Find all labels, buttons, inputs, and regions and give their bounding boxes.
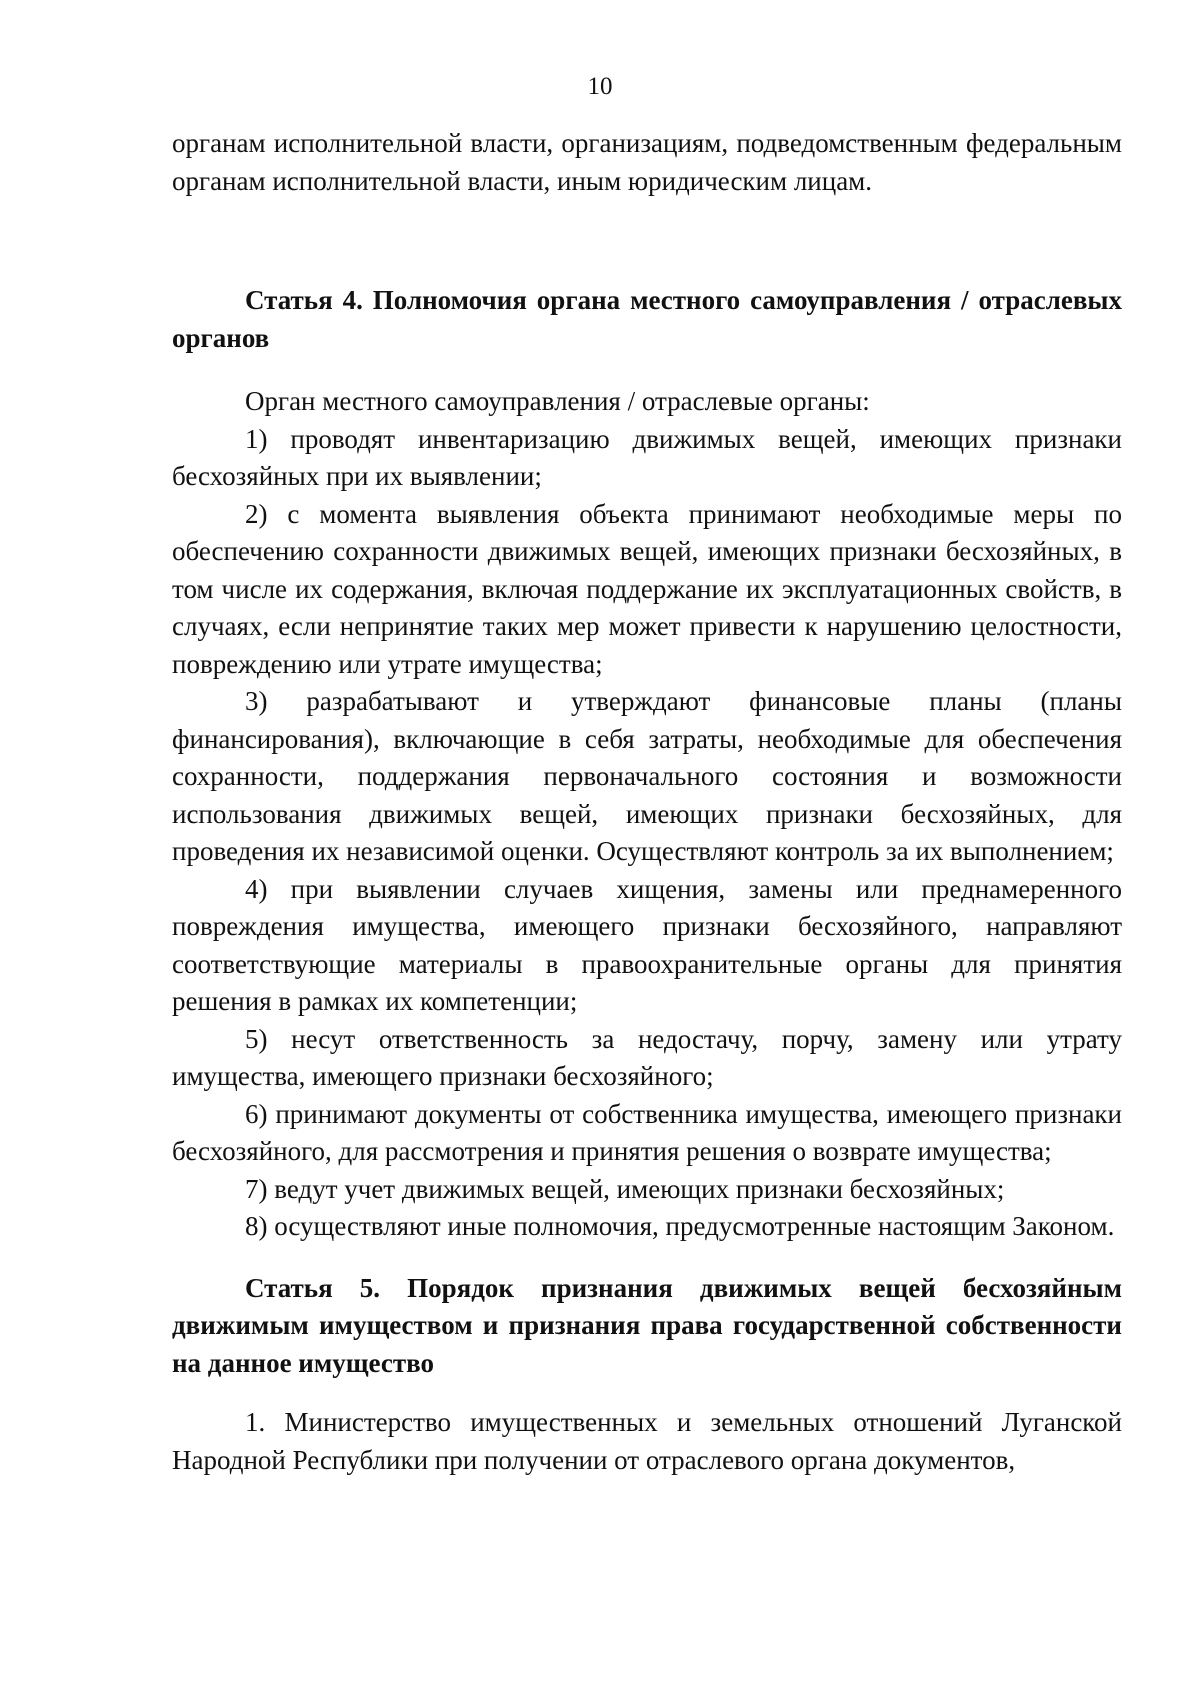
- article-4-item-8: 8) осуществляют иные полномочия, предусмотренные настоящим Законом.: [245, 1211, 1115, 1241]
- document-body: [172, 125, 1122, 1479]
- article-4-lead: Орган местного самоуправления / отраслевые органы:: [245, 386, 870, 416]
- article-5-title: Статья 5. Порядок признания движимых вещей бесхозяйным движимым имуществом и признания права государственной собственности на данное имущество: [172, 1272, 1122, 1378]
- article-4-item-6: 6) принимают документы от собственника имущества, имеющего признаки бесхозяйного, для рассмотрения и принятия решения о возврате имущества;: [172, 1098, 1122, 1166]
- article-4-item-1: 1) проводят инвентаризацию движимых вещей, имеющих признаки бесхозяйных при их выявлении;: [172, 423, 1122, 491]
- article-4-item-2: 2) с момента выявления объекта принимают необходимые меры по обеспечению сохранности движимых вещей, имеющих признаки бесхозяйных, в том числе их содержания, включая поддержание их эксплуатационных свойств, в случаях, если непринятие таких мер может привести к нарушению целостности, повреждению или утрате имущества;: [172, 498, 1122, 679]
- article-4-title: Статья 4. Полномочия органа местного самоуправления / отраслевых органов: [172, 285, 1122, 353]
- page-number: 10: [587, 73, 613, 100]
- article-4-item-3: 3) разрабатывают и утверждают финансовые планы (планы финансирования), включающие в себя затраты, необходимые для обеспечения сохранности, поддержания первоначального состояния и возможности использования движимых вещей, имеющих признаки бесхозяйных, для проведения их независимой оценки. Осуществляют контроль за их выполнением;: [172, 686, 1122, 866]
- intro-paragraph: органам исполнительной власти, организациям, подведомственным федеральным органам исполнительной власти, иным юридическим лицам.: [172, 128, 1122, 196]
- article-4-item-7: 7) ведут учет движимых вещей, имеющих признаки бесхозяйных;: [245, 1173, 1005, 1204]
- article-4-item-4: 4) при выявлении случаев хищения, замены или преднамеренного повреждения имущества, имеющего признаки бесхозяйного, направляют соответствующие материалы в правоохранительные органы для принятия решения в рамках их компетенции;: [172, 873, 1122, 1016]
- article-4-item-5: 5) несут ответственность за недостачу, порчу, замену или утрату имущества, имеющего признаки бесхозяйного;: [172, 1023, 1122, 1091]
- article-5-paragraph-1: 1. Министерство имущественных и земельных отношений Луганской Народной Республики при получении от отраслевого органа документов,: [172, 1407, 1122, 1475]
